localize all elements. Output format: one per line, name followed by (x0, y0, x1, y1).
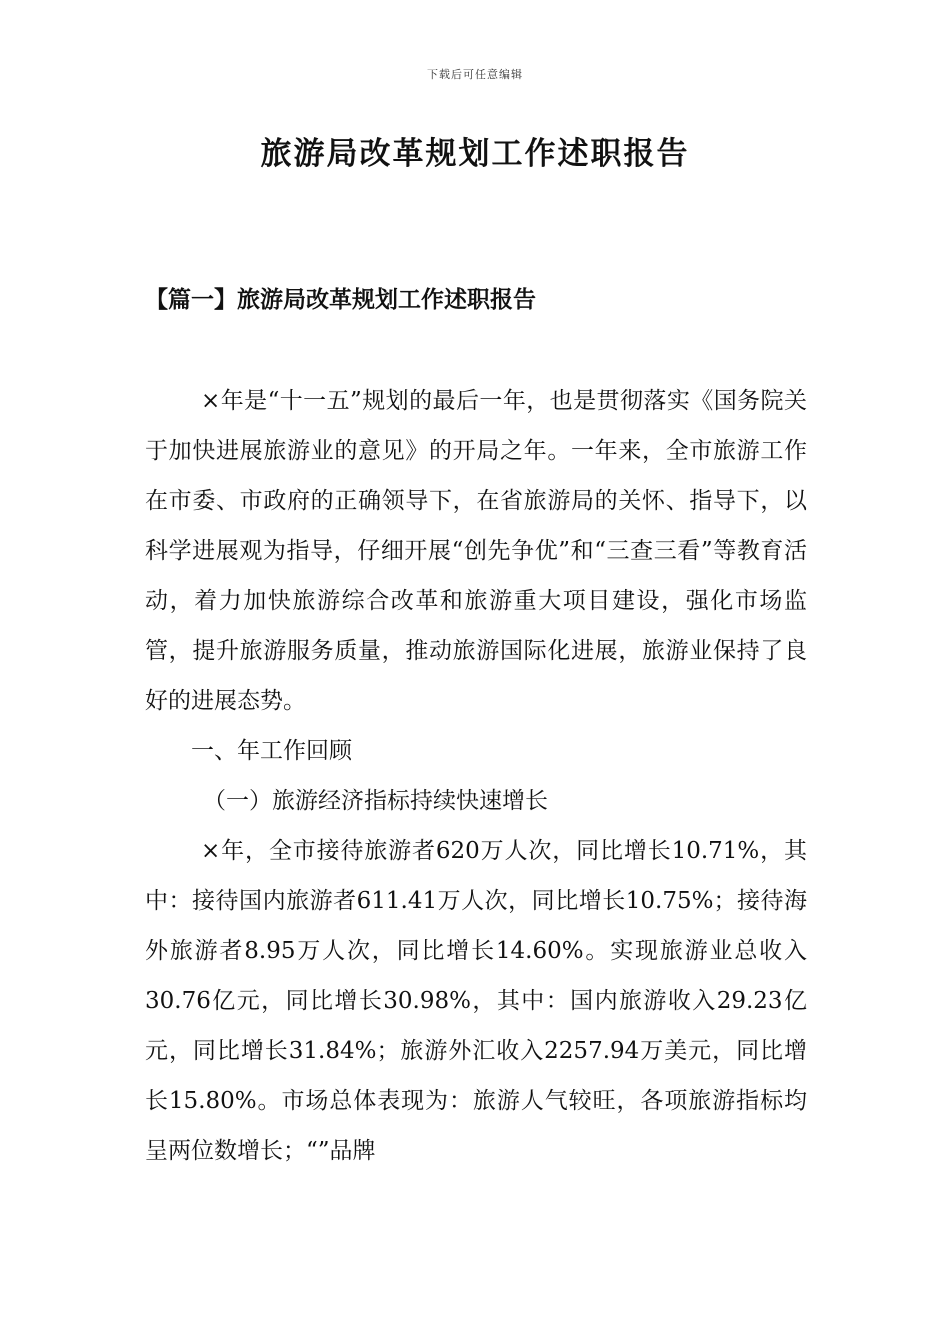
document-body (145, 376, 807, 1176)
subheading-economic-indicators: （一）旅游经济指标持续快速增长 (203, 788, 548, 814)
section-heading: 【篇一】旅游局改革规划工作述职报告 (145, 286, 536, 313)
subheading-annual-review: 一、年工作回顾 (191, 738, 352, 764)
page-header-note: 下载后可任意编辑 (427, 68, 523, 81)
intro-paragraph: ×年是“十一五”规划的最后一年，也是贯彻落实《国务院关于加快进展旅游业的意见》的开局之年。一年来，全市旅游工作在市委、市政府的正确领导下，在省旅游局的关怀、指导下，以科学进展观为指导，仔细开展“创先争优”和“三查三看”等教育活动，着力加快旅游综合改革和旅游重大项目建设，强化市场监管，提升旅游服务质量，推动旅游国际化进展，旅游业保持了良好的进展态势。 (145, 388, 807, 714)
statistics-paragraph: ×年，全市接待旅游者620万人次，同比增长10.71%，其中：接待国内旅游者611.41万人次，同比增长10.75%；接待海外旅游者8.95万人次，同比增长14.60%。实现旅游业总收入30.76亿元，同比增长30.98%，其中：国内旅游收入29.23亿元，同比增长31.84%；旅游外汇收入2257.94万美元，同比增长15.80%。市场总体表现为：旅游人气较旺，各项旅游指标均呈两位数增长；“”品牌 (145, 838, 807, 1164)
document-title: 旅游局改革规划工作述职报告 (260, 136, 690, 172)
